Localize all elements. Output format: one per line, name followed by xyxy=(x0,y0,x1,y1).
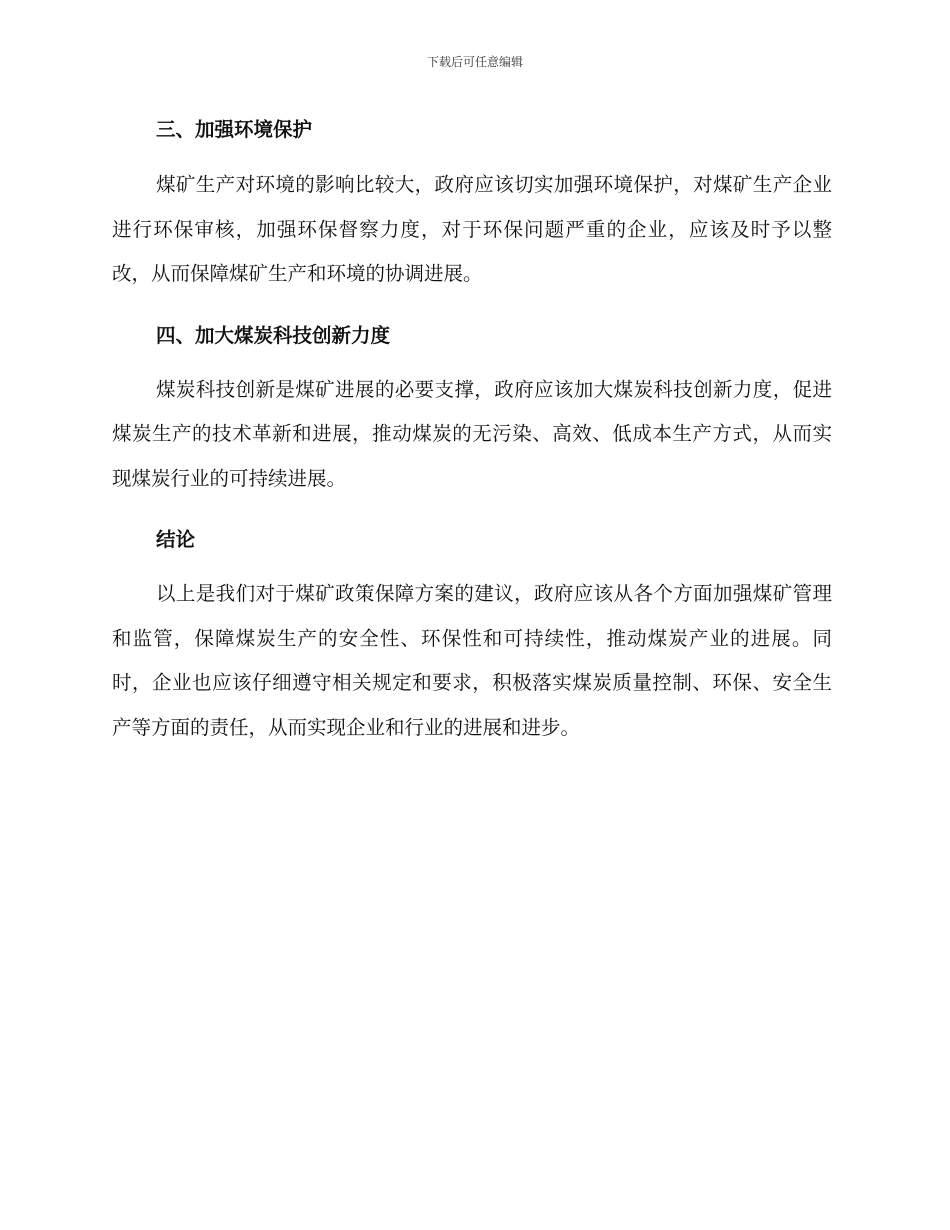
document-body xyxy=(112,112,832,750)
section-heading-conclusion: 结论 xyxy=(156,528,196,551)
section-paragraph-environment: 煤矿生产对环境的影响比较大，政府应该切实加强环境保护，对煤矿生产企业进行环保审核，加强环保督察力度，对于环保问题严重的企业，应该及时予以整改，从而保障煤矿生产和环境的协调进展。 xyxy=(112,173,832,285)
section-heading-innovation: 四、加大煤炭科技创新力度 xyxy=(156,323,391,347)
page-header-note: 下载后可任意编辑 xyxy=(426,55,523,69)
section-paragraph-conclusion: 以上是我们对于煤矿政策保障方案的建议，政府应该从各个方面加强煤矿管理和监管，保障煤炭生产的安全性、环保性和可持续性，推动煤炭产业的进展。同时，企业也应该仔细遵守相关规定和要求，积极落实煤炭质量控制、环保、安全生产等方面的责任，从而实现企业和行业的进展和进步。 xyxy=(112,582,832,739)
section-paragraph-innovation: 煤炭科技创新是煤矿进展的必要支撑，政府应该加大煤炭科技创新力度，促进煤炭生产的技术革新和进展，推动煤炭的无污染、高效、低成本生产方式，从而实现煤炭行业的可持续进展。 xyxy=(112,377,832,490)
section-heading-environment: 三、加强环境保护 xyxy=(156,118,313,141)
